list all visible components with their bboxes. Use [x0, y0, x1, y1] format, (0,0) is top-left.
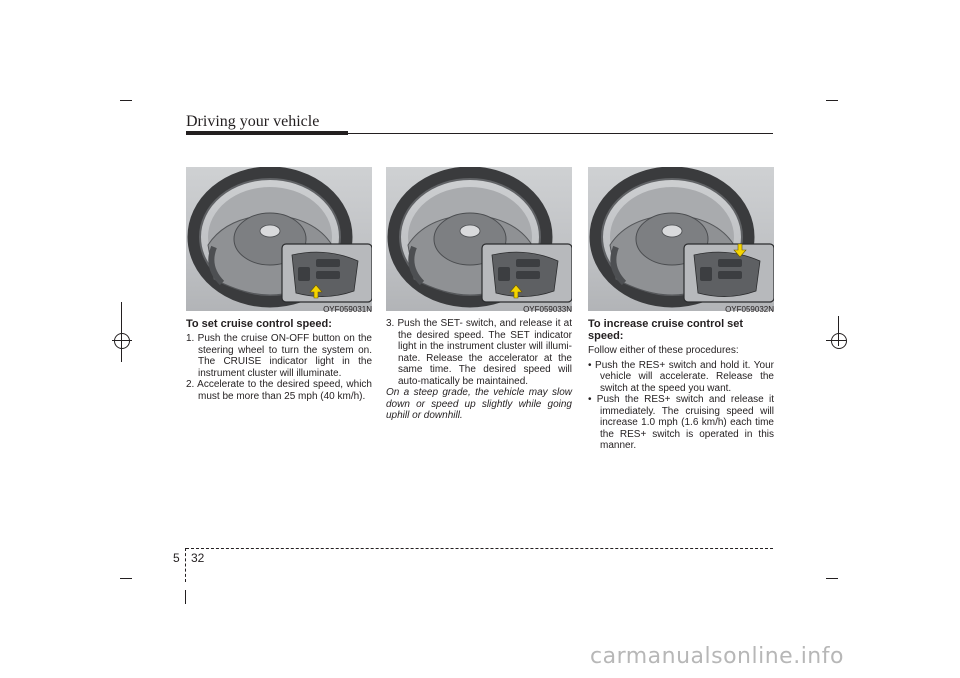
figure-steering-wheel-2 [386, 167, 572, 311]
header-rule [186, 131, 348, 135]
crop-mark [120, 578, 132, 579]
list-item: • Push the RES+ switch and hold it. Your vehicle will accelerate. Release the switch at the speed you want. [588, 359, 774, 394]
crop-mark [120, 100, 132, 101]
chapter-number: 5 [173, 551, 180, 565]
list-item: • Push the RES+ switch and release it immediately. The cruising speed will increase 1.0 mph (1.6 km/h) each time the RES+ switch is operated in this manner. [588, 394, 774, 451]
list-item: 2. Accelerate to the desired speed, which must be more than 25 mph (40 km/h). [186, 379, 372, 402]
figure-steering-wheel-3 [588, 167, 774, 311]
figure-steering-wheel-1 [186, 167, 372, 311]
registration-mark [831, 333, 847, 349]
crop-mark [185, 590, 186, 604]
figure-code-3: OYF059032N [725, 305, 774, 314]
note-text: On a steep grade, the vehicle may slow down or speed up slightly while going uphill or downhill. [386, 387, 572, 421]
list-item: 1. Push the cruise ON-OFF button on the steering wheel to turn the system on. The CRUISE indicator light in the instrument cluster will illuminate. [186, 333, 372, 379]
watermark-text: carmanualsonline.info [590, 644, 844, 669]
section-heading: To increase cruise control set speed: [588, 318, 744, 342]
column-set-switch [386, 318, 572, 422]
page-header-title: Driving your vehicle [186, 113, 320, 130]
crop-mark [826, 100, 838, 101]
footer-rule [186, 548, 773, 549]
section-heading: To set cruise control speed: [186, 318, 332, 330]
header-rule [348, 133, 773, 134]
crop-mark [121, 302, 122, 362]
column-set-speed [186, 318, 372, 402]
registration-mark [114, 333, 130, 349]
page-number: 32 [191, 551, 205, 565]
figure-code-2: OYF059033N [523, 305, 572, 314]
figure-code-1: OYF059031N [323, 305, 372, 314]
list-item: 3. Push the SET- switch, and release it at the desired speed. The SET indicator light in the instrument cluster will illumi-nate. Release the accelerator at the same time. The desired speed will auto-matically be maintained. [386, 318, 572, 387]
column-increase-speed [588, 318, 774, 452]
lead-text: Follow either of these procedures: [588, 345, 739, 356]
footer-divider [185, 548, 186, 582]
crop-mark [826, 578, 838, 579]
